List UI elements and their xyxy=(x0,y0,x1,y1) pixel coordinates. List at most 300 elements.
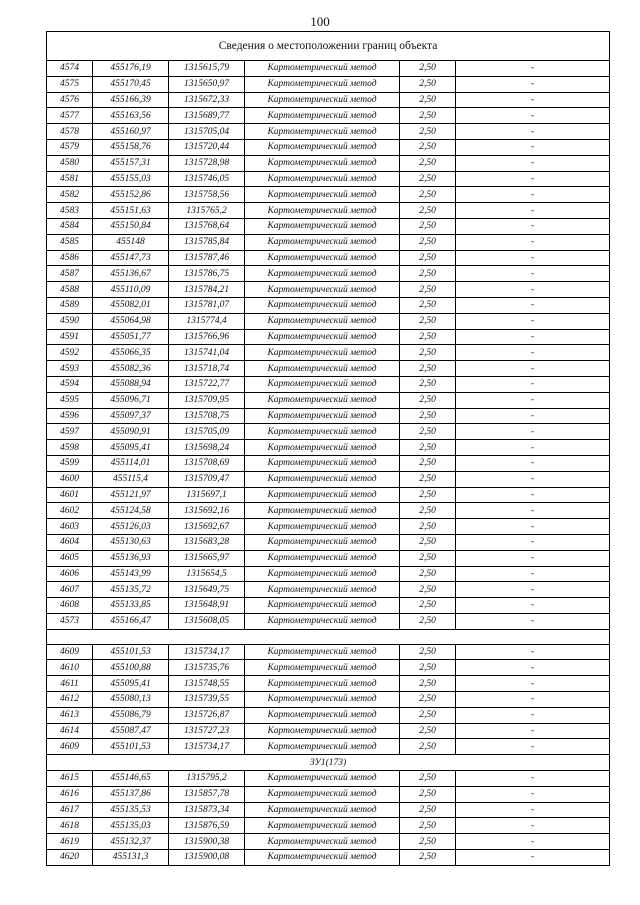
y-coordinate-cell: 1315768,64 xyxy=(169,218,245,234)
accuracy-cell: 2,50 xyxy=(400,503,456,519)
x-coordinate-cell: 455087,47 xyxy=(93,723,169,739)
group-separator xyxy=(47,629,610,644)
table-row xyxy=(47,723,610,739)
description-cell: - xyxy=(456,487,610,503)
table-row xyxy=(47,786,610,802)
point-number-cell: 4599 xyxy=(47,455,93,471)
method-cell: Картометрический метод xyxy=(245,76,400,92)
y-coordinate-cell: 1315787,46 xyxy=(169,250,245,266)
description-cell: - xyxy=(456,139,610,155)
y-coordinate-cell: 1315781,07 xyxy=(169,297,245,313)
point-number-cell: 4613 xyxy=(47,707,93,723)
table-row xyxy=(47,802,610,818)
accuracy-cell: 2,50 xyxy=(400,455,456,471)
y-coordinate-cell: 1315709,47 xyxy=(169,471,245,487)
y-coordinate-cell: 1315774,4 xyxy=(169,313,245,329)
x-coordinate-cell: 455135,03 xyxy=(93,818,169,834)
method-cell: Картометрический метод xyxy=(245,818,400,834)
table-row xyxy=(47,203,610,219)
accuracy-cell: 2,50 xyxy=(400,676,456,692)
accuracy-cell: 2,50 xyxy=(400,124,456,140)
point-number-cell: 4597 xyxy=(47,424,93,440)
y-coordinate-cell: 1315795,2 xyxy=(169,771,245,787)
y-coordinate-cell: 1315734,17 xyxy=(169,644,245,660)
x-coordinate-cell: 455158,76 xyxy=(93,139,169,155)
table-row xyxy=(47,361,610,377)
method-cell: Картометрический метод xyxy=(245,155,400,171)
accuracy-cell: 2,50 xyxy=(400,171,456,187)
x-coordinate-cell: 455157,31 xyxy=(93,155,169,171)
y-coordinate-cell: 1315705,04 xyxy=(169,124,245,140)
accuracy-cell: 2,50 xyxy=(400,566,456,582)
x-coordinate-cell: 455126,03 xyxy=(93,519,169,535)
group-separator-row xyxy=(47,629,610,644)
x-coordinate-cell: 455090,91 xyxy=(93,424,169,440)
accuracy-cell: 2,50 xyxy=(400,739,456,755)
point-number-cell: 4582 xyxy=(47,187,93,203)
accuracy-cell: 2,50 xyxy=(400,108,456,124)
x-coordinate-cell: 455088,94 xyxy=(93,376,169,392)
accuracy-cell: 2,50 xyxy=(400,61,456,77)
accuracy-cell: 2,50 xyxy=(400,424,456,440)
table-row xyxy=(47,707,610,723)
description-cell: - xyxy=(456,834,610,850)
accuracy-cell: 2,50 xyxy=(400,266,456,282)
point-number-cell: 4617 xyxy=(47,802,93,818)
point-number-cell: 4596 xyxy=(47,408,93,424)
method-cell: Картометрический метод xyxy=(245,408,400,424)
x-coordinate-cell: 455100,88 xyxy=(93,660,169,676)
accuracy-cell: 2,50 xyxy=(400,707,456,723)
point-number-cell: 4584 xyxy=(47,218,93,234)
table-row xyxy=(47,834,610,850)
x-coordinate-cell: 455086,79 xyxy=(93,707,169,723)
point-number-cell: 4583 xyxy=(47,203,93,219)
x-coordinate-cell: 455115,4 xyxy=(93,471,169,487)
point-number-cell: 4607 xyxy=(47,582,93,598)
x-coordinate-cell: 455163,56 xyxy=(93,108,169,124)
table-title-row xyxy=(47,32,610,61)
point-number-cell: 4575 xyxy=(47,76,93,92)
point-number-cell: 4580 xyxy=(47,155,93,171)
method-cell: Картометрический метод xyxy=(245,455,400,471)
description-cell: - xyxy=(456,408,610,424)
table-row xyxy=(47,171,610,187)
x-coordinate-cell: 455101,53 xyxy=(93,739,169,755)
x-coordinate-cell: 455064,98 xyxy=(93,313,169,329)
table-row xyxy=(47,139,610,155)
y-coordinate-cell: 1315900,08 xyxy=(169,850,245,866)
table-row xyxy=(47,692,610,708)
description-cell: - xyxy=(456,534,610,550)
method-cell: Картометрический метод xyxy=(245,92,400,108)
point-number-cell: 4579 xyxy=(47,139,93,155)
accuracy-cell: 2,50 xyxy=(400,471,456,487)
method-cell: Картометрический метод xyxy=(245,660,400,676)
method-cell: Картометрический метод xyxy=(245,297,400,313)
y-coordinate-cell: 1315615,79 xyxy=(169,61,245,77)
point-number-cell: 4605 xyxy=(47,550,93,566)
point-number-cell: 4601 xyxy=(47,487,93,503)
description-cell: - xyxy=(456,676,610,692)
method-cell: Картометрический метод xyxy=(245,218,400,234)
accuracy-cell: 2,50 xyxy=(400,598,456,614)
point-number-cell: 4600 xyxy=(47,471,93,487)
table-row xyxy=(47,313,610,329)
y-coordinate-cell: 1315857,78 xyxy=(169,786,245,802)
description-cell: - xyxy=(456,203,610,219)
table-row xyxy=(47,155,610,171)
accuracy-cell: 2,50 xyxy=(400,644,456,660)
accuracy-cell: 2,50 xyxy=(400,818,456,834)
boundary-coordinates-table xyxy=(46,31,610,866)
accuracy-cell: 2,50 xyxy=(400,519,456,535)
x-coordinate-cell: 455110,09 xyxy=(93,282,169,298)
description-cell: - xyxy=(456,723,610,739)
section-label: ЗУ1(173) xyxy=(47,755,610,771)
accuracy-cell: 2,50 xyxy=(400,155,456,171)
accuracy-cell: 2,50 xyxy=(400,203,456,219)
y-coordinate-cell: 1315748,55 xyxy=(169,676,245,692)
method-cell: Картометрический метод xyxy=(245,582,400,598)
description-cell: - xyxy=(456,108,610,124)
description-cell: - xyxy=(456,739,610,755)
description-cell: - xyxy=(456,503,610,519)
y-coordinate-cell: 1315689,77 xyxy=(169,108,245,124)
x-coordinate-cell: 455080,13 xyxy=(93,692,169,708)
y-coordinate-cell: 1315709,95 xyxy=(169,392,245,408)
table-row xyxy=(47,818,610,834)
table-row xyxy=(47,566,610,582)
accuracy-cell: 2,50 xyxy=(400,76,456,92)
point-number-cell: 4604 xyxy=(47,534,93,550)
method-cell: Картометрический метод xyxy=(245,376,400,392)
table-row xyxy=(47,424,610,440)
method-cell: Картометрический метод xyxy=(245,234,400,250)
x-coordinate-cell: 455131,3 xyxy=(93,850,169,866)
x-coordinate-cell: 455096,71 xyxy=(93,392,169,408)
point-number-cell: 4598 xyxy=(47,440,93,456)
table-row xyxy=(47,471,610,487)
method-cell: Картометрический метод xyxy=(245,266,400,282)
accuracy-cell: 2,50 xyxy=(400,361,456,377)
description-cell: - xyxy=(456,455,610,471)
description-cell: - xyxy=(456,297,610,313)
y-coordinate-cell: 1315708,75 xyxy=(169,408,245,424)
description-cell: - xyxy=(456,234,610,250)
description-cell: - xyxy=(456,850,610,866)
table-row xyxy=(47,376,610,392)
y-coordinate-cell: 1315648,91 xyxy=(169,598,245,614)
table-row xyxy=(47,297,610,313)
description-cell: - xyxy=(456,519,610,535)
method-cell: Картометрический метод xyxy=(245,613,400,629)
table-row xyxy=(47,582,610,598)
description-cell: - xyxy=(456,802,610,818)
description-cell: - xyxy=(456,92,610,108)
method-cell: Картометрический метод xyxy=(245,739,400,755)
accuracy-cell: 2,50 xyxy=(400,250,456,266)
x-coordinate-cell: 455170,45 xyxy=(93,76,169,92)
method-cell: Картометрический метод xyxy=(245,329,400,345)
accuracy-cell: 2,50 xyxy=(400,534,456,550)
point-number-cell: 4578 xyxy=(47,124,93,140)
x-coordinate-cell: 455130,63 xyxy=(93,534,169,550)
accuracy-cell: 2,50 xyxy=(400,440,456,456)
point-number-cell: 4585 xyxy=(47,234,93,250)
accuracy-cell: 2,50 xyxy=(400,187,456,203)
x-coordinate-cell: 455121,97 xyxy=(93,487,169,503)
page-number: 100 xyxy=(310,14,330,29)
x-coordinate-cell: 455097,37 xyxy=(93,408,169,424)
method-cell: Картометрический метод xyxy=(245,345,400,361)
description-cell: - xyxy=(456,818,610,834)
point-number-cell: 4591 xyxy=(47,329,93,345)
accuracy-cell: 2,50 xyxy=(400,660,456,676)
table-row xyxy=(47,519,610,535)
y-coordinate-cell: 1315746,05 xyxy=(169,171,245,187)
y-coordinate-cell: 1315608,05 xyxy=(169,613,245,629)
point-number-cell: 4581 xyxy=(47,171,93,187)
table-row xyxy=(47,676,610,692)
accuracy-cell: 2,50 xyxy=(400,297,456,313)
description-cell: - xyxy=(456,660,610,676)
x-coordinate-cell: 455051,77 xyxy=(93,329,169,345)
method-cell: Картометрический метод xyxy=(245,282,400,298)
accuracy-cell: 2,50 xyxy=(400,376,456,392)
method-cell: Картометрический метод xyxy=(245,424,400,440)
accuracy-cell: 2,50 xyxy=(400,345,456,361)
x-coordinate-cell: 455136,67 xyxy=(93,266,169,282)
table-row xyxy=(47,598,610,614)
description-cell: - xyxy=(456,76,610,92)
point-number-cell: 4602 xyxy=(47,503,93,519)
accuracy-cell: 2,50 xyxy=(400,313,456,329)
y-coordinate-cell: 1315683,28 xyxy=(169,534,245,550)
x-coordinate-cell: 455155,03 xyxy=(93,171,169,187)
accuracy-cell: 2,50 xyxy=(400,408,456,424)
point-number-cell: 4614 xyxy=(47,723,93,739)
table-row xyxy=(47,550,610,566)
y-coordinate-cell: 1315873,34 xyxy=(169,802,245,818)
y-coordinate-cell: 1315650,97 xyxy=(169,76,245,92)
accuracy-cell: 2,50 xyxy=(400,723,456,739)
x-coordinate-cell: 455135,72 xyxy=(93,582,169,598)
table-row xyxy=(47,771,610,787)
x-coordinate-cell: 455146,65 xyxy=(93,771,169,787)
description-cell: - xyxy=(456,707,610,723)
table-row xyxy=(47,218,610,234)
method-cell: Картометрический метод xyxy=(245,250,400,266)
description-cell: - xyxy=(456,376,610,392)
method-cell: Картометрический метод xyxy=(245,313,400,329)
description-cell: - xyxy=(456,613,610,629)
description-cell: - xyxy=(456,392,610,408)
table-row xyxy=(47,61,610,77)
accuracy-cell: 2,50 xyxy=(400,92,456,108)
accuracy-cell: 2,50 xyxy=(400,613,456,629)
x-coordinate-cell: 455133,85 xyxy=(93,598,169,614)
accuracy-cell: 2,50 xyxy=(400,834,456,850)
x-coordinate-cell: 455132,37 xyxy=(93,834,169,850)
point-number-cell: 4620 xyxy=(47,850,93,866)
x-coordinate-cell: 455066,35 xyxy=(93,345,169,361)
description-cell: - xyxy=(456,692,610,708)
method-cell: Картометрический метод xyxy=(245,644,400,660)
description-cell: - xyxy=(456,550,610,566)
method-cell: Картометрический метод xyxy=(245,786,400,802)
method-cell: Картометрический метод xyxy=(245,61,400,77)
method-cell: Картометрический метод xyxy=(245,692,400,708)
x-coordinate-cell: 455160,97 xyxy=(93,124,169,140)
accuracy-cell: 2,50 xyxy=(400,802,456,818)
table-row xyxy=(47,124,610,140)
description-cell: - xyxy=(456,250,610,266)
point-number-cell: 4589 xyxy=(47,297,93,313)
method-cell: Картометрический метод xyxy=(245,566,400,582)
table-row xyxy=(47,187,610,203)
x-coordinate-cell: 455124,58 xyxy=(93,503,169,519)
x-coordinate-cell: 455176,19 xyxy=(93,61,169,77)
table-row xyxy=(47,329,610,345)
y-coordinate-cell: 1315692,67 xyxy=(169,519,245,535)
y-coordinate-cell: 1315698,24 xyxy=(169,440,245,456)
method-cell: Картометрический метод xyxy=(245,171,400,187)
y-coordinate-cell: 1315722,77 xyxy=(169,376,245,392)
method-cell: Картометрический метод xyxy=(245,487,400,503)
y-coordinate-cell: 1315665,97 xyxy=(169,550,245,566)
y-coordinate-cell: 1315720,44 xyxy=(169,139,245,155)
x-coordinate-cell: 455147,73 xyxy=(93,250,169,266)
accuracy-cell: 2,50 xyxy=(400,771,456,787)
y-coordinate-cell: 1315727,23 xyxy=(169,723,245,739)
table-row xyxy=(47,660,610,676)
table-row xyxy=(47,392,610,408)
description-cell: - xyxy=(456,424,610,440)
y-coordinate-cell: 1315697,1 xyxy=(169,487,245,503)
y-coordinate-cell: 1315741,04 xyxy=(169,345,245,361)
method-cell: Картометрический метод xyxy=(245,392,400,408)
y-coordinate-cell: 1315765,2 xyxy=(169,203,245,219)
method-cell: Картометрический метод xyxy=(245,361,400,377)
description-cell: - xyxy=(456,644,610,660)
y-coordinate-cell: 1315735,76 xyxy=(169,660,245,676)
x-coordinate-cell: 455114,01 xyxy=(93,455,169,471)
point-number-cell: 4574 xyxy=(47,61,93,77)
point-number-cell: 4588 xyxy=(47,282,93,298)
accuracy-cell: 2,50 xyxy=(400,234,456,250)
description-cell: - xyxy=(456,313,610,329)
table-row xyxy=(47,76,610,92)
method-cell: Картометрический метод xyxy=(245,771,400,787)
method-cell: Картометрический метод xyxy=(245,471,400,487)
x-coordinate-cell: 455148 xyxy=(93,234,169,250)
point-number-cell: 4618 xyxy=(47,818,93,834)
accuracy-cell: 2,50 xyxy=(400,282,456,298)
x-coordinate-cell: 455166,47 xyxy=(93,613,169,629)
y-coordinate-cell: 1315786,75 xyxy=(169,266,245,282)
description-cell: - xyxy=(456,124,610,140)
y-coordinate-cell: 1315766,96 xyxy=(169,329,245,345)
table-row xyxy=(47,455,610,471)
y-coordinate-cell: 1315758,56 xyxy=(169,187,245,203)
point-number-cell: 4606 xyxy=(47,566,93,582)
accuracy-cell: 2,50 xyxy=(400,582,456,598)
table-row xyxy=(47,92,610,108)
description-cell: - xyxy=(456,171,610,187)
method-cell: Картометрический метод xyxy=(245,550,400,566)
y-coordinate-cell: 1315728,98 xyxy=(169,155,245,171)
x-coordinate-cell: 455150,84 xyxy=(93,218,169,234)
x-coordinate-cell: 455136,93 xyxy=(93,550,169,566)
point-number-cell: 4603 xyxy=(47,519,93,535)
method-cell: Картометрический метод xyxy=(245,440,400,456)
x-coordinate-cell: 455152,86 xyxy=(93,187,169,203)
y-coordinate-cell: 1315784,21 xyxy=(169,282,245,298)
description-cell: - xyxy=(456,361,610,377)
point-number-cell: 4594 xyxy=(47,376,93,392)
point-number-cell: 4573 xyxy=(47,613,93,629)
method-cell: Картометрический метод xyxy=(245,187,400,203)
accuracy-cell: 2,50 xyxy=(400,392,456,408)
accuracy-cell: 2,50 xyxy=(400,139,456,155)
y-coordinate-cell: 1315708,69 xyxy=(169,455,245,471)
point-number-cell: 4595 xyxy=(47,392,93,408)
point-number-cell: 4615 xyxy=(47,771,93,787)
point-number-cell: 4587 xyxy=(47,266,93,282)
accuracy-cell: 2,50 xyxy=(400,692,456,708)
x-coordinate-cell: 455143,99 xyxy=(93,566,169,582)
accuracy-cell: 2,50 xyxy=(400,487,456,503)
table-row xyxy=(47,850,610,866)
y-coordinate-cell: 1315649,75 xyxy=(169,582,245,598)
table-row xyxy=(47,108,610,124)
point-number-cell: 4609 xyxy=(47,644,93,660)
table-row xyxy=(47,440,610,456)
description-cell: - xyxy=(456,187,610,203)
point-number-cell: 4619 xyxy=(47,834,93,850)
table-row xyxy=(47,282,610,298)
accuracy-cell: 2,50 xyxy=(400,218,456,234)
method-cell: Картометрический метод xyxy=(245,203,400,219)
accuracy-cell: 2,50 xyxy=(400,329,456,345)
description-cell: - xyxy=(456,440,610,456)
point-number-cell: 4612 xyxy=(47,692,93,708)
description-cell: - xyxy=(456,282,610,298)
table-row xyxy=(47,266,610,282)
y-coordinate-cell: 1315718,74 xyxy=(169,361,245,377)
x-coordinate-cell: 455082,01 xyxy=(93,297,169,313)
description-cell: - xyxy=(456,471,610,487)
y-coordinate-cell: 1315876,59 xyxy=(169,818,245,834)
y-coordinate-cell: 1315726,87 xyxy=(169,707,245,723)
y-coordinate-cell: 1315672,33 xyxy=(169,92,245,108)
accuracy-cell: 2,50 xyxy=(400,786,456,802)
y-coordinate-cell: 1315739,55 xyxy=(169,692,245,708)
description-cell: - xyxy=(456,155,610,171)
table-row xyxy=(47,234,610,250)
method-cell: Картометрический метод xyxy=(245,723,400,739)
method-cell: Картометрический метод xyxy=(245,519,400,535)
point-number-cell: 4608 xyxy=(47,598,93,614)
point-number-cell: 4590 xyxy=(47,313,93,329)
method-cell: Картометрический метод xyxy=(245,707,400,723)
accuracy-cell: 2,50 xyxy=(400,550,456,566)
point-number-cell: 4611 xyxy=(47,676,93,692)
description-cell: - xyxy=(456,771,610,787)
x-coordinate-cell: 455166,39 xyxy=(93,92,169,108)
point-number-cell: 4576 xyxy=(47,92,93,108)
